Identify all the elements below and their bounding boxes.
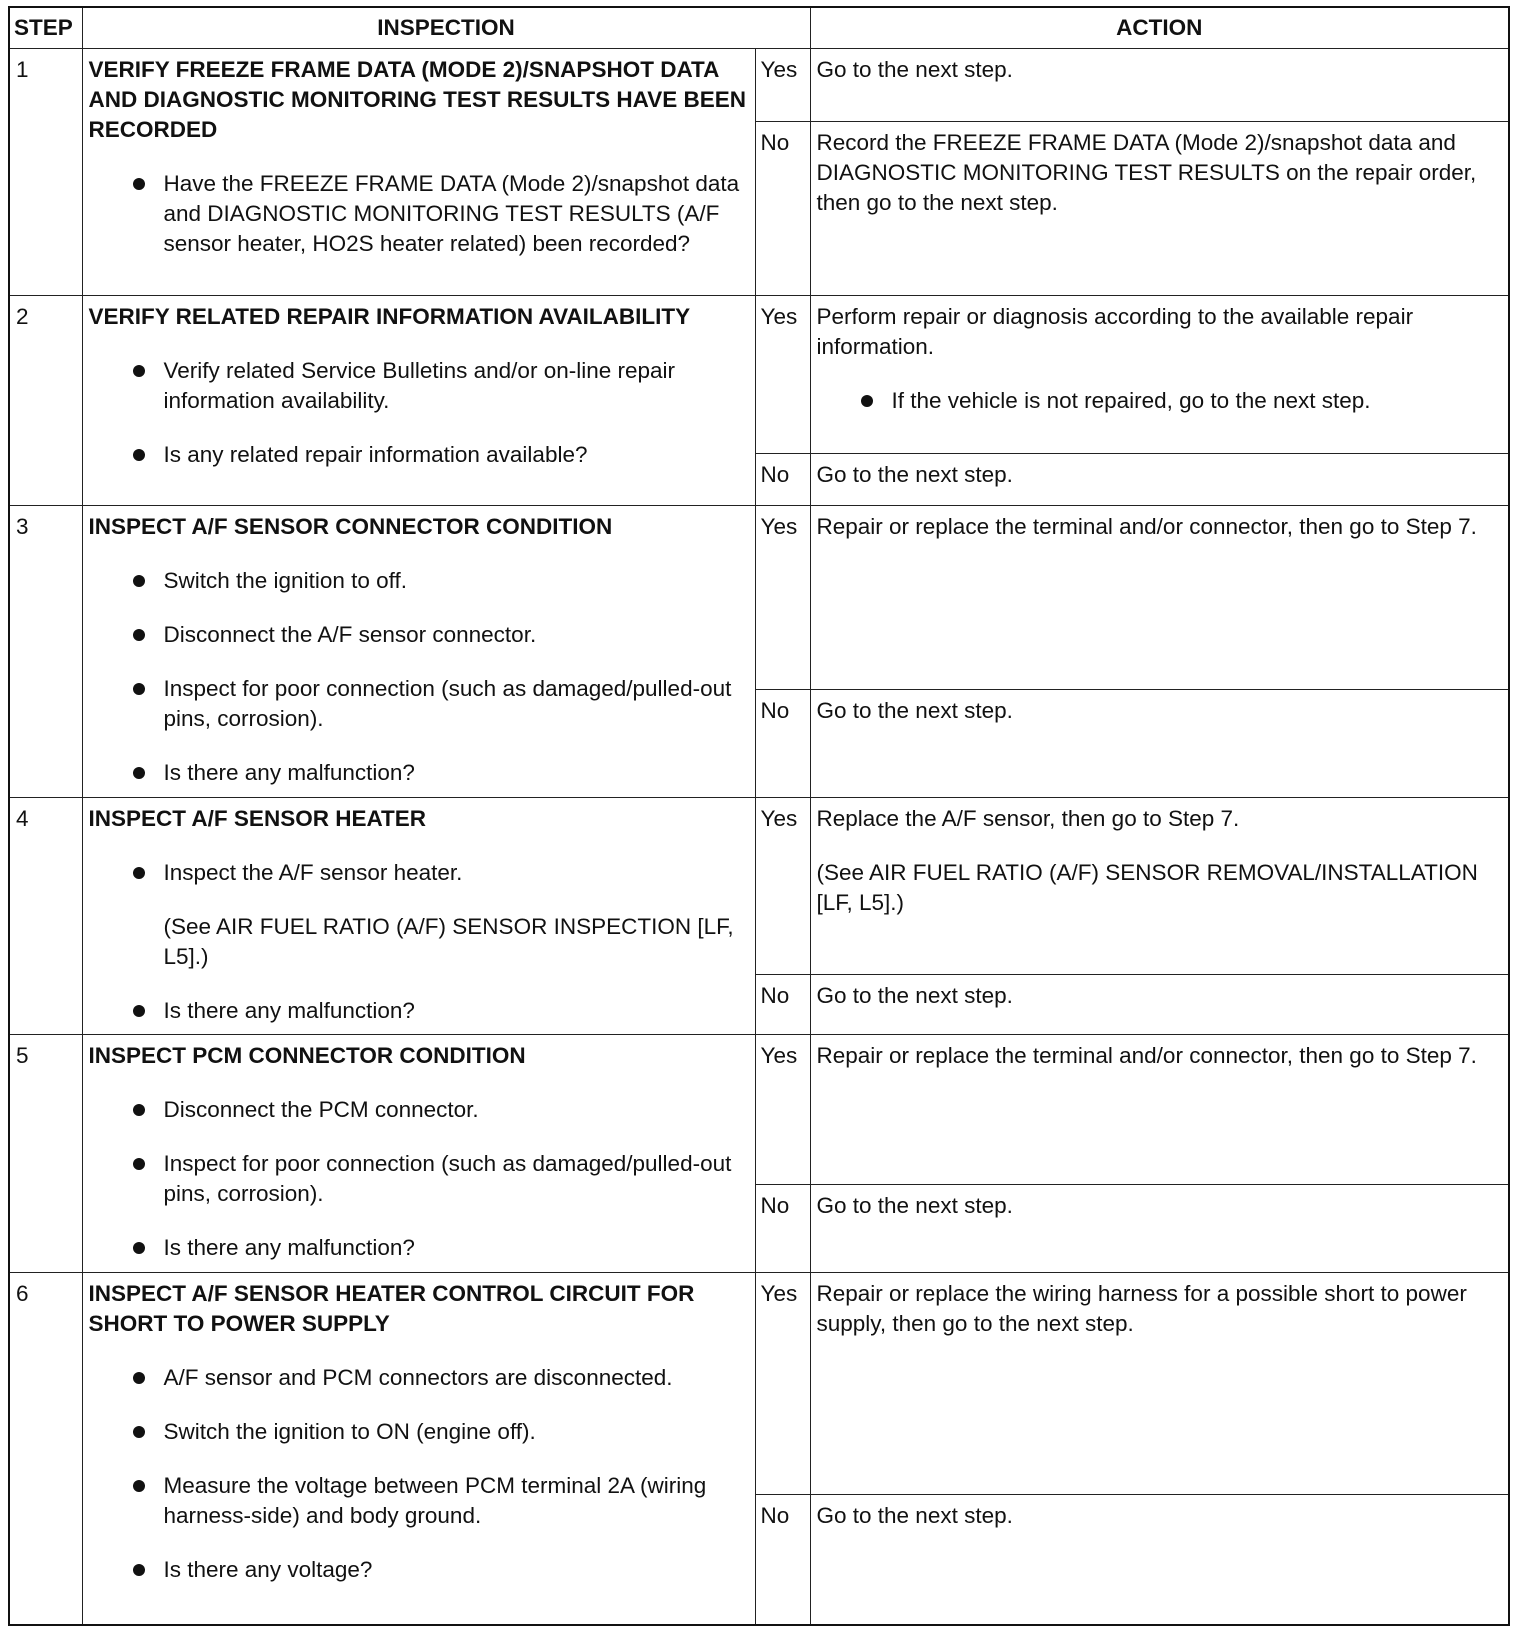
bullet-item: Have the FREEZE FRAME DATA (Mode 2)/snapshot data and DIAGNOSTIC MONITORING TEST RESULTS (A/F sensor heater, HO2S heater related) been recorded? xyxy=(89,169,749,259)
yes-action-text: Replace the A/F sensor, then go to Step 7. xyxy=(816,806,1240,832)
bullet-list xyxy=(89,858,749,888)
header-inspection: INSPECTION xyxy=(82,7,810,49)
no-action: Go to the next step. xyxy=(810,1184,1509,1272)
bullet-list xyxy=(89,169,749,259)
step-inspection xyxy=(82,1035,755,1272)
yes-action: Repair or replace the terminal and/or connector, then go to Step 7. xyxy=(810,1035,1509,1184)
header-action: ACTION xyxy=(810,7,1509,49)
bullet-item: Inspect for poor connection (such as damaged/pulled-out pins, corrosion). xyxy=(89,674,749,734)
diagnostic-table xyxy=(8,6,1510,1626)
bullet-item: Disconnect the PCM connector. xyxy=(89,1095,749,1125)
bullet-item: If the vehicle is not repaired, go to the next step. xyxy=(817,386,1503,416)
step-inspection xyxy=(82,1272,755,1625)
bullet-item: Disconnect the A/F sensor connector. xyxy=(89,620,749,650)
no-action: Go to the next step. xyxy=(810,453,1509,505)
bullet-list xyxy=(89,996,749,1026)
step-inspection xyxy=(82,505,755,797)
yes-label: Yes xyxy=(755,49,810,122)
step-inspection xyxy=(82,49,755,296)
no-label: No xyxy=(755,689,810,797)
step-5-yes-row xyxy=(9,1035,1509,1184)
step-number: 3 xyxy=(9,505,82,797)
yes-label: Yes xyxy=(755,296,810,453)
bullet-item: Is there any malfunction? xyxy=(89,758,749,788)
step-2-yes-row xyxy=(9,296,1509,453)
step-4-yes-row xyxy=(9,798,1509,975)
yes-action-note: (See AIR FUEL RATIO (A/F) SENSOR REMOVAL/INSTALLATION [LF, L5].) xyxy=(816,860,1478,916)
bullet-item: Switch the ignition to off. xyxy=(89,566,749,596)
no-action: Go to the next step. xyxy=(810,689,1509,797)
yes-label: Yes xyxy=(755,1272,810,1494)
header-row xyxy=(9,7,1509,49)
yes-label: Yes xyxy=(755,798,810,975)
step-number: 4 xyxy=(9,798,82,1035)
yes-action: Go to the next step. xyxy=(810,49,1509,122)
bullet-list xyxy=(89,1095,749,1263)
no-label: No xyxy=(755,975,810,1035)
step-1-yes-row xyxy=(9,49,1509,122)
step-title: INSPECT A/F SENSOR HEATER xyxy=(88,806,427,832)
no-label: No xyxy=(755,453,810,505)
no-action: Record the FREEZE FRAME DATA (Mode 2)/snapshot data and DIAGNOSTIC MONITORING TEST RESULTS on the repair order, then go to the next step. xyxy=(810,122,1509,296)
bullet-item: A/F sensor and PCM connectors are disconnected. xyxy=(89,1363,749,1393)
step-number: 2 xyxy=(9,296,82,505)
bullet-item: Is there any malfunction? xyxy=(89,996,749,1026)
no-action: Go to the next step. xyxy=(810,975,1509,1035)
bullet-list xyxy=(89,566,749,788)
bullet-list xyxy=(89,356,749,470)
yes-action xyxy=(810,296,1509,453)
step-inspection xyxy=(82,296,755,505)
step-title: INSPECT A/F SENSOR CONNECTOR CONDITION xyxy=(88,513,613,539)
step-title: VERIFY RELATED REPAIR INFORMATION AVAILABILITY xyxy=(88,304,691,330)
yes-action-text: Perform repair or diagnosis according to the available repair information. xyxy=(816,304,1414,360)
step-title: INSPECT PCM CONNECTOR CONDITION xyxy=(88,1043,526,1069)
step-title: INSPECT A/F SENSOR HEATER CONTROL CIRCUIT FOR SHORT TO POWER SUPPLY xyxy=(88,1280,695,1336)
yes-label: Yes xyxy=(755,1035,810,1184)
yes-action xyxy=(810,798,1509,975)
bullet-list xyxy=(89,1363,749,1585)
step-title: VERIFY FREEZE FRAME DATA (MODE 2)/SNAPSHOT DATA AND DIAGNOSTIC MONITORING TEST RESULTS HAVE BEEN RECORDED xyxy=(88,57,747,142)
no-action: Go to the next step. xyxy=(810,1495,1509,1625)
bullet-item: Is there any voltage? xyxy=(89,1555,749,1585)
step-number: 1 xyxy=(9,49,82,296)
header-step: STEP xyxy=(9,7,82,49)
no-label: No xyxy=(755,122,810,296)
no-label: No xyxy=(755,1184,810,1272)
yes-action: Repair or replace the wiring harness for a possible short to power supply, then go to the next step. xyxy=(810,1272,1509,1494)
bullet-item: Verify related Service Bulletins and/or on-line repair information availability. xyxy=(89,356,749,416)
bullet-item: Switch the ignition to ON (engine off). xyxy=(89,1417,749,1447)
bullet-item: Inspect the A/F sensor heater. xyxy=(89,858,749,888)
yes-label: Yes xyxy=(755,505,810,689)
step-number: 5 xyxy=(9,1035,82,1272)
no-label: No xyxy=(755,1495,810,1625)
bullet-note: (See AIR FUEL RATIO (A/F) SENSOR INSPECTION [LF, L5].) xyxy=(163,914,734,970)
bullet-item: Measure the voltage between PCM terminal 2A (wiring harness-side) and body ground. xyxy=(89,1471,749,1531)
step-inspection xyxy=(82,798,755,1035)
bullet-item: Is any related repair information available? xyxy=(89,440,749,470)
bullet-item: Inspect for poor connection (such as damaged/pulled-out pins, corrosion). xyxy=(89,1149,749,1209)
step-number: 6 xyxy=(9,1272,82,1625)
step-3-yes-row xyxy=(9,505,1509,689)
bullet-item: Is there any malfunction? xyxy=(89,1233,749,1263)
yes-action: Repair or replace the terminal and/or connector, then go to Step 7. xyxy=(810,505,1509,689)
step-6-yes-row xyxy=(9,1272,1509,1494)
bullet-list xyxy=(817,386,1503,416)
